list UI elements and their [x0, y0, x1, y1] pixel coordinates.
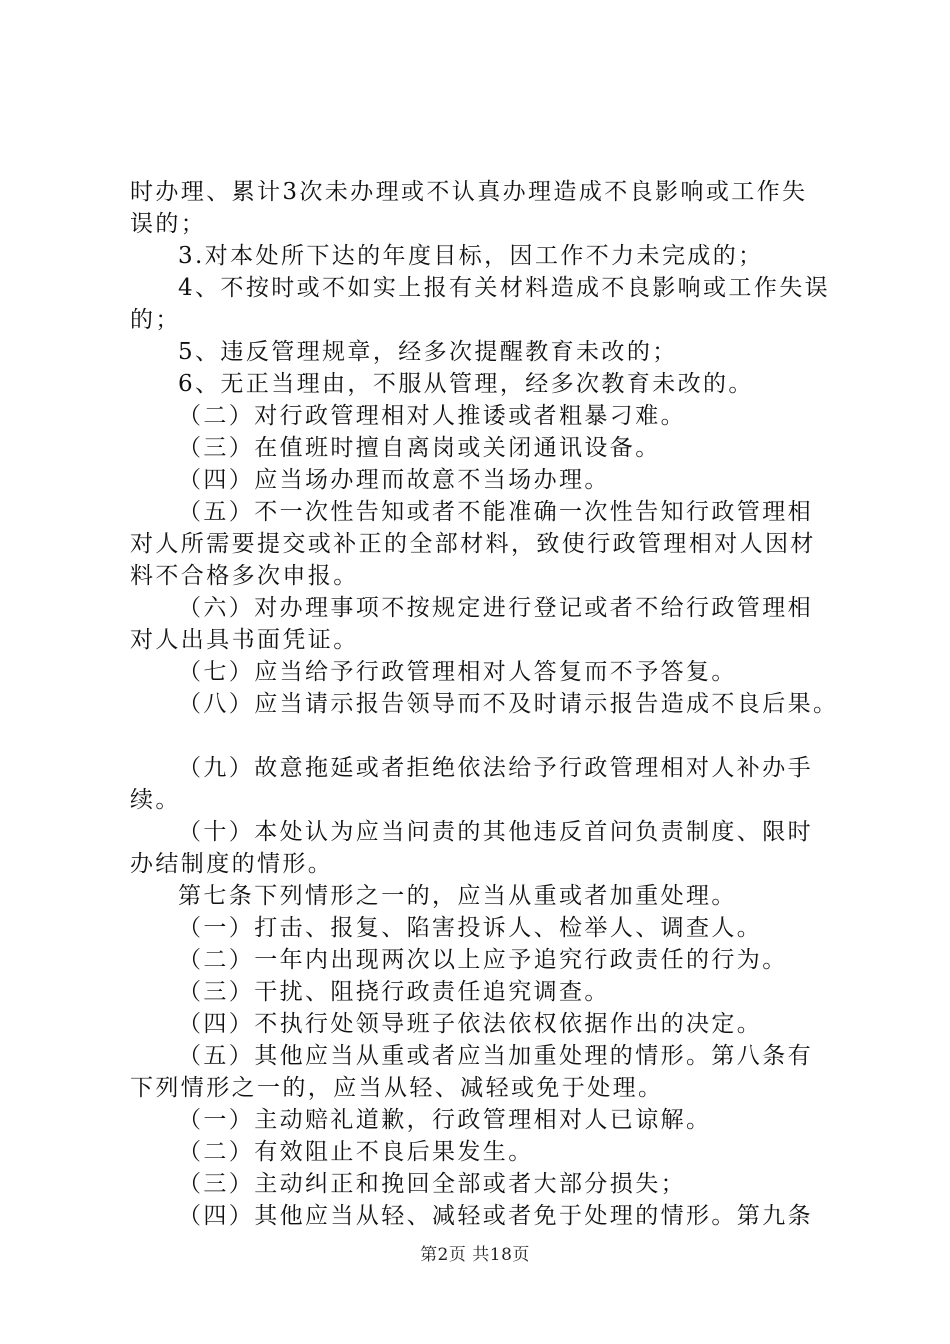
text-line: 续。	[130, 787, 181, 813]
text-line: 料不合格多次申报。	[130, 563, 359, 589]
text-line: （三）干扰、阻挠行政责任追究调查。	[178, 979, 610, 1005]
text-line: （四）其他应当从轻、减轻或者免于处理的情形。第九条	[178, 1203, 813, 1229]
text-line: 下列情形之一的，应当从轻、减轻或免于处理。	[130, 1075, 664, 1101]
text-line: 的；	[130, 307, 181, 333]
text-line: （四）不执行处领导班子依法依权依据作出的决定。	[178, 1011, 763, 1037]
text-line: 第七条下列情形之一的，应当从重或者加重处理。	[178, 883, 737, 909]
text-line: （三）主动纠正和挽回全部或者大部分损失；	[178, 1171, 686, 1197]
text-line: （二）对行政管理相对人推诿或者粗暴刁难。	[178, 403, 686, 429]
text-line: （三）在值班时擅自离岗或关闭通讯设备。	[178, 435, 661, 461]
text-line: （五）不一次性告知或者不能准确一次性告知行政管理相	[178, 499, 813, 525]
page-footer: 第2页 共18页	[420, 1245, 530, 1265]
text-line: 误的；	[130, 211, 207, 237]
text-line: 办结制度的情形。	[130, 851, 334, 877]
text-line: （七）应当给予行政管理相对人答复而不予答复。	[178, 659, 737, 685]
text-line: （十）本处认为应当问责的其他违反首问负责制度、限时	[178, 819, 813, 845]
text-line: （八）应当请示报告领导而不及时请示报告造成不良后果。	[178, 691, 839, 717]
text-line: （一）主动赔礼道歉，行政管理相对人已谅解。	[178, 1107, 712, 1133]
text-line: （五）其他应当从重或者应当加重处理的情形。第八条有	[178, 1043, 813, 1069]
text-line: （二）有效阻止不良后果发生。	[178, 1139, 534, 1165]
text-line: （九）故意拖延或者拒绝依法给予行政管理相对人补办手	[178, 755, 813, 781]
text-line: 对人所需要提交或补正的全部材料，致使行政管理相对人因材	[130, 531, 816, 557]
document-body	[130, 176, 839, 1232]
text-line: 5、违反管理规章，经多次提醒教育未改的；	[178, 339, 678, 365]
text-line: 3.对本处所下达的年度目标，因工作不力未完成的；	[178, 243, 764, 269]
text-line: （一）打击、报复、陷害投诉人、检举人、调查人。	[178, 915, 763, 941]
text-line: 对人出具书面凭证。	[130, 627, 359, 653]
text-line	[130, 720, 836, 752]
text-line: （四）应当场办理而故意不当场办理。	[178, 467, 610, 493]
text-line: 6、无正当理由，不服从管理，经多次教育未改的。	[178, 371, 754, 397]
text-line: （六）对办理事项不按规定进行登记或者不给行政管理相	[178, 595, 813, 621]
text-line: 4、不按时或不如实上报有关材料造成不良影响或工作失误	[178, 275, 831, 301]
text-line: （二）一年内出现两次以上应予追究行政责任的行为。	[178, 947, 788, 973]
text-line: 时办理、累计3次未办理或不认真办理造成不良影响或工作失	[130, 179, 808, 205]
